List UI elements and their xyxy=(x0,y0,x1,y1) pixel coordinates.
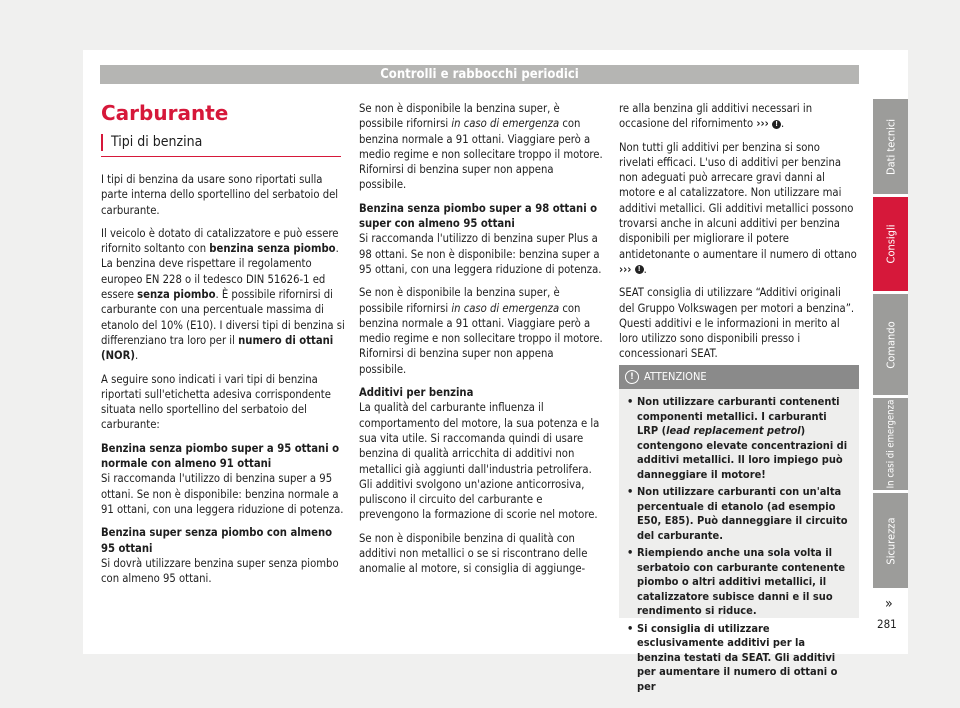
paragraph: Si dovrà utilizzare benzina super senza piombo con almeno 95 ottani. xyxy=(101,556,339,586)
warning-box xyxy=(619,365,859,693)
warning-item: • Non utilizzare carburanti contenenti componenti metallici. I carburanti LRP (lead replacement petrol) contengono elevate concentrazioni di additivi metallici. Il loro impiego può danneggiare il motore! xyxy=(627,395,851,482)
paragraph: Il veicolo è dotato di catalizzatore e può essere rifornito soltanto con benzina senza piombo. La benzina deve rispettare il regolamento europeo EN 228 o il tedesco DIN 51626-1 ed essere senza piombo. È possibile rifornirsi di carburante con una percentuale massima di etanolo del 10% (E10). I diversi tipi di benzina si differenziano tra loro per il numero di ottani (NOR). xyxy=(101,226,345,363)
cross-reference-link[interactable]: ››› xyxy=(619,262,632,276)
continue-arrow: » xyxy=(885,596,893,612)
tab-consigli[interactable]: Consigli xyxy=(873,197,908,291)
warning-header xyxy=(619,365,859,389)
paragraph: Se non è disponibile benzina di qualità con additivi non metallici o se si riscontrano delle anomalie al motore, si consiglia di aggiunge- xyxy=(359,531,588,576)
subtitle-divider xyxy=(101,156,341,157)
warning-item: • Non utilizzare carburanti con un'alta percentuale di etanolo (ad esempio E50, E85). Può danneggiare il circuito del carburante. xyxy=(627,485,851,543)
warning-reference-icon: ! xyxy=(635,265,644,274)
warning-reference-icon: ! xyxy=(772,120,781,129)
text-column-1 xyxy=(101,172,346,594)
paragraph: Se non è disponibile la benzina super, è possibile rifornirsi in caso di emergenza con benzina normale a 91 ottani. Viaggiare però a medio regime e non sollecitare troppo il motore. Rifornirsi di benzina super non appena possibile. xyxy=(359,102,603,192)
section-title: Carburante xyxy=(101,101,229,125)
subheading: Benzina super senza piombo con almeno 95 ottani xyxy=(101,526,333,555)
section-subtitle: Tipi di benzina xyxy=(101,134,202,151)
warning-item: • Riempiendo anche una sola volta il serbatoio con carburante contenente piombo o altri additivi metallici, il catalizzatore subisce danni e il suo rendimento si riduce. xyxy=(627,546,851,619)
paragraph: Se non è disponibile la benzina super, è possibile rifornirsi in caso di emergenza con benzina normale a 91 ottani. Viaggiare però a medio regime e non sollecitare troppo il motore. Rifornirsi di benzina super non appena possibile. xyxy=(359,286,603,376)
chapter-tabs xyxy=(873,99,908,591)
page-number: 281 xyxy=(877,617,897,631)
paragraph: Si raccomanda l'utilizzo di benzina super Plus a 98 ottani. Se non è disponibile: benzina super a 95 ottani, con una leggera riduzione di potenza. xyxy=(359,232,602,276)
tab-comando[interactable]: Comando xyxy=(873,294,908,395)
text-column-2 xyxy=(359,101,603,585)
warning-item: • Si consiglia di utilizzare esclusivamente additivi per la benzina testati da SEAT. Gli additivi per aumentare il numero di ottani o per xyxy=(627,622,851,695)
tab-dati-tecnici[interactable]: Dati tecnici xyxy=(873,99,908,194)
text-column-3 xyxy=(619,101,857,370)
warning-title: ATTENZIONE xyxy=(644,370,707,383)
cross-reference-link[interactable]: ››› xyxy=(756,117,769,131)
paragraph: re alla benzina gli additivi necessari in occasione del rifornimento ››› ! . xyxy=(619,102,813,131)
subheading: Benzina senza piombo super a 95 ottani o normale con almeno 91 ottani xyxy=(101,441,340,471)
paragraph: I tipi di benzina da usare sono riportati sulla parte interna dello sportellino del serbatoio del carburante. xyxy=(101,173,339,217)
tab-in-casi-di-emergenza[interactable]: In casi di emergenza xyxy=(873,398,908,490)
subheading: Additivi per benzina xyxy=(359,386,474,400)
chapter-header: Controlli e rabbocchi periodici xyxy=(100,65,859,84)
paragraph: Non tutti gli additivi per benzina si sono rivelati efficaci. L'uso di additivi per benzina non adeguati può arrecare gravi danni al motore e al catalizzatore. Non utilizzare mai additivi metallici. Gli additivi metallici possono trovarsi anche in alcuni additivi per benzina disponibili per migliorare il potere antidetonante o aumentare il numero di ottano ››› ! . xyxy=(619,140,857,276)
paragraph: SEAT consiglia di utilizzare “Additivi originali del Gruppo Volkswagen per motori a benzina”. Questi additivi e le informazioni in merito al loro utilizzo sono disponibili presso i concessionari SEAT. xyxy=(619,286,855,361)
subheading: Benzina senza piombo super a 98 ottani o super con almeno 95 ottani xyxy=(359,201,598,231)
warning-body xyxy=(619,389,859,694)
tab-sicurezza[interactable]: Sicurezza xyxy=(873,493,908,588)
paragraph: Si raccomanda l'utilizzo di benzina super a 95 ottani. Se non è disponibile: benzina normale a 91 ottani, con una leggera riduzione di potenza. xyxy=(101,472,344,516)
paragraph: La qualità del carburante influenza il comportamento del motore, la sua potenza e la sua vita utile. Si raccomanda quindi di usare benzina di qualità arricchita di additivi non metallici già aggiunti dall'industria petrolifera. Gli additivi svolgono un'azione anticorrosiva, puliscono il circuito del carburante e prevengono la formazione di scorie nel motore. xyxy=(359,401,600,522)
paragraph: A seguire sono indicati i vari tipi di benzina riportati sull'etichetta adesiva corrispondente situata nello sportellino del serbatoio del carburante: xyxy=(101,372,331,432)
warning-icon: ! xyxy=(625,370,639,384)
